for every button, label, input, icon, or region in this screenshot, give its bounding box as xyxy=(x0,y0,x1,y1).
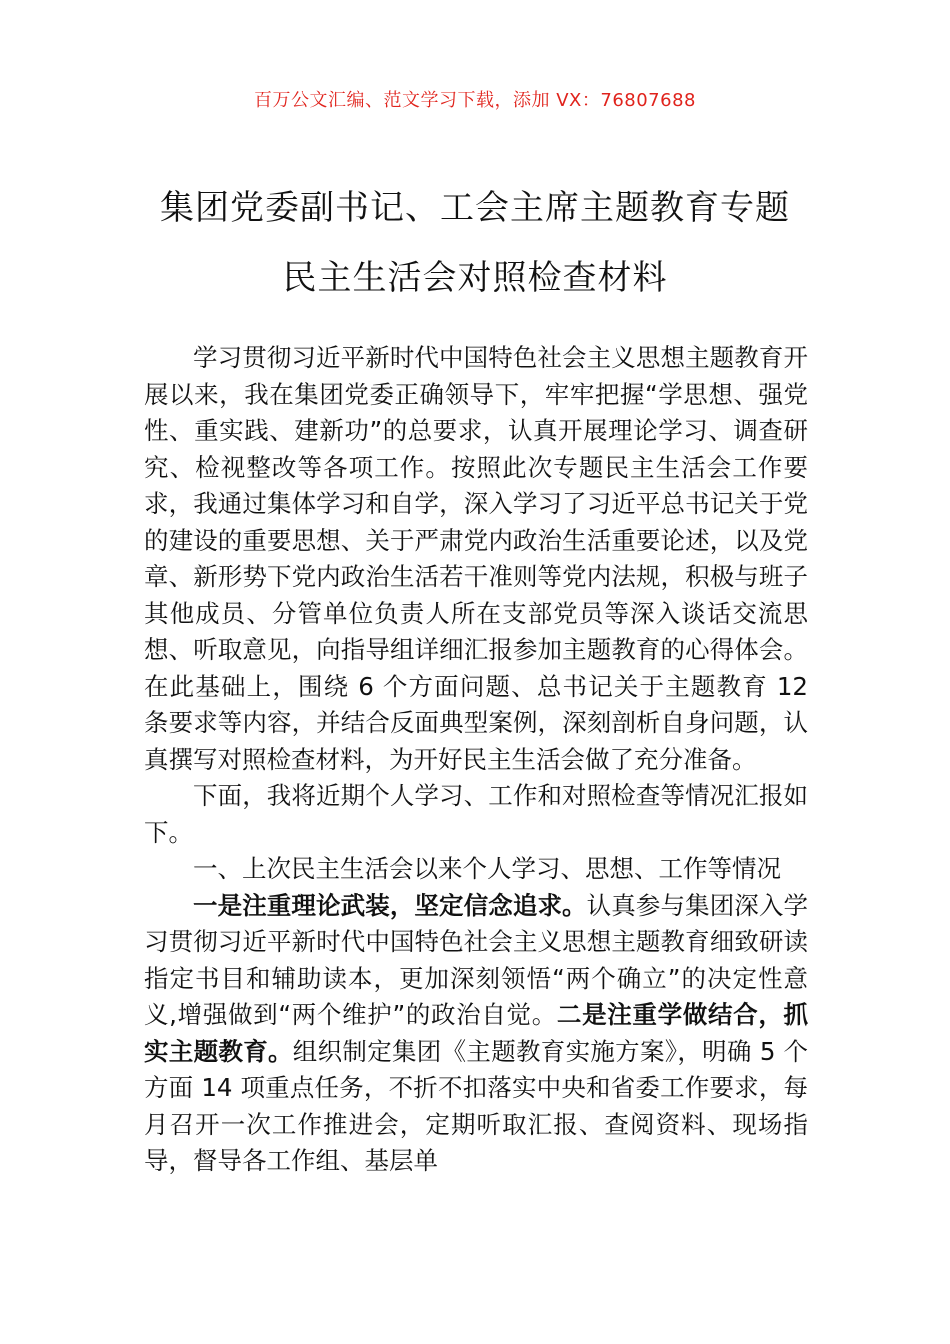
point-2-title: 二是注重学做结合，抓实主题教育。 xyxy=(144,1000,808,1066)
point-1-text: 认真参与集团深入学习贯彻习近平新时代中国特色社会主义思想主题教育细致研读指定书目和辅助读本，更加深刻领悟“两个确立”的决定性意义,增强做到“两个维护”的政治自觉。 xyxy=(144,890,809,1029)
points-paragraph xyxy=(144,888,808,1180)
watermark-header: 百万公文汇编、范文学习下载，添加 VX：76807688 xyxy=(254,90,696,111)
point-2-text: 组织制定集团《主题教育实施方案》，明确 5 个方面 14 项重点任务，不折不扣落实中央和省委工作要求，每月召开一次工作推进会，定期听取汇报、查阅资料、现场指导，督导各工作组、基层单 xyxy=(144,1036,808,1175)
transition-paragraph: 下面，我将近期个人学习、工作和对照检查等情况汇报如下。 xyxy=(144,781,808,847)
point-1-title: 一是注重理论武装，坚定信念追求。 xyxy=(193,890,587,920)
document-title-line-2: 民主生活会对照检查材料 xyxy=(282,258,668,298)
document-body xyxy=(144,340,808,1180)
section-heading: 一、上次民主生活会以来个人学习、思想、工作等情况 xyxy=(193,854,781,883)
document-title-line-1: 集团党委副书记、工会主席主题教育专题 xyxy=(160,188,790,228)
intro-paragraph: 学习贯彻习近平新时代中国特色社会主义思想主题教育开展以来，我在集团党委正确领导下，牢牢把握“学思想、强党性、重实践、建新功”的总要求，认真开展理论学习、调查研究、检视整改等各项工作。按照此次专题民主生活会工作要求，我通过集体学习和自学，深入学习了习近平总书记关于党的建设的重要思想、关于严肃党内政治生活重要论述，以及党章、新形势下党内政治生活若干准则等党内法规，积极与班子其他成员、分管单位负责人所在支部党员等深入谈话交流思想、听取意见，向指导组详细汇报参加主题教育的心得体会。在此基础上，围绕 6 个方面问题、总书记关于主题教育 12 条要求等内容，并结合反面典型案例，深刻剖析自身问题，认真撰写对照检查材料，为开好民主生活会做了充分准备。 xyxy=(144,343,808,774)
